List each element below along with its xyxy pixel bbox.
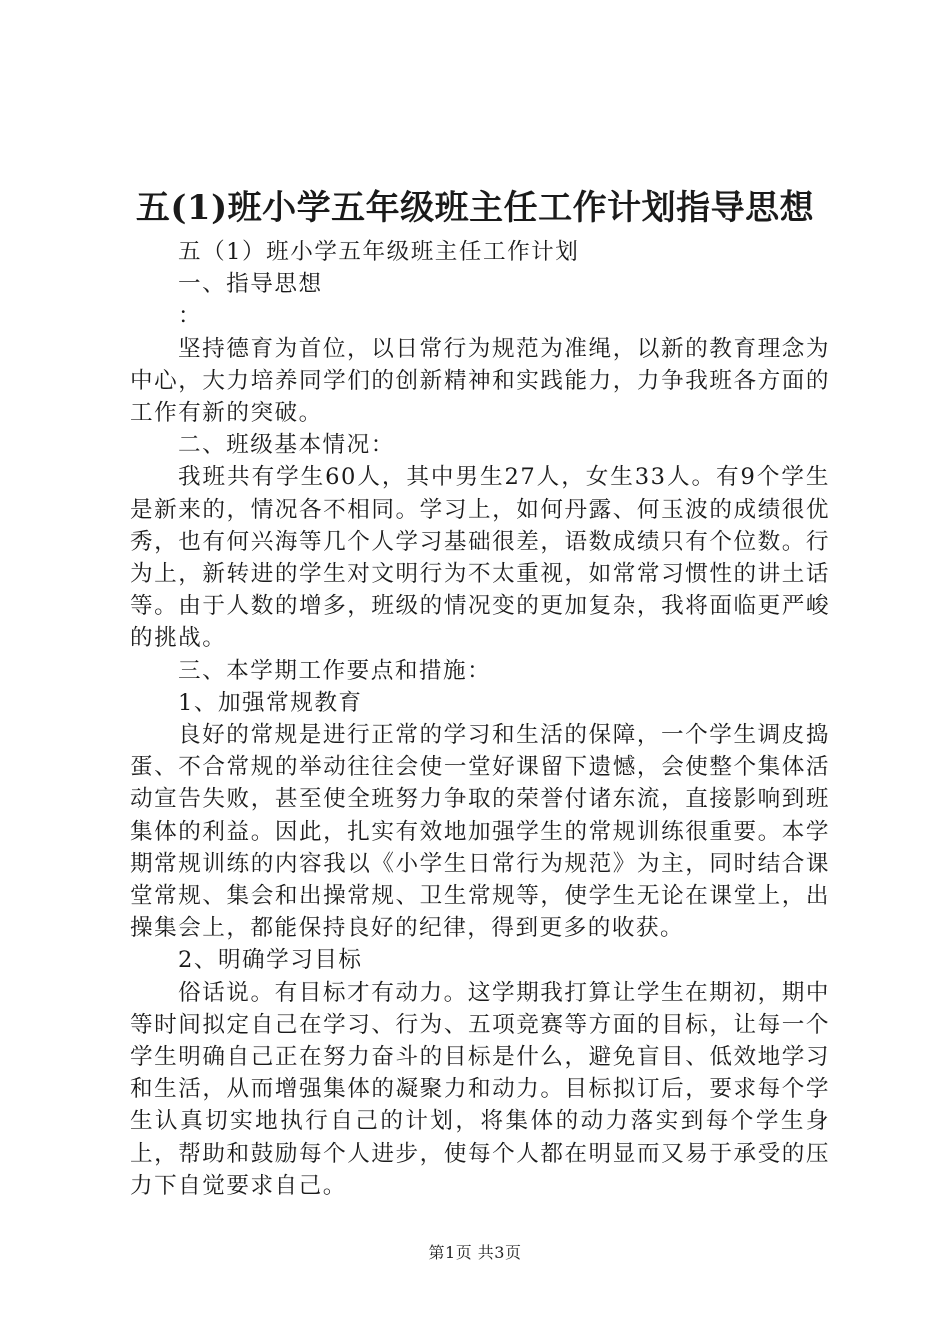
- page-number-footer: 第1页 共3页: [428, 1243, 522, 1262]
- paragraph-class-info: 我班共有学生60人，其中男生27人，女生33人。有9个学生是新来的，情况各不相同。学习上，如何丹露、何玉波的成绩很优秀，也有何兴海等几个人学习基础很差，语数成绩只有个位数。行为上，新转进的学生对文明行为不太重视，如常常习惯性的讲土话等。由于人数的增多，班级的情况变的更加复杂，我将面临更严峻的挑战。: [130, 464, 830, 652]
- paragraph-routine-education: 良好的常规是进行正常的学习和生活的保障，一个学生调皮捣蛋、不合常规的举动往往会使一堂好课留下遗憾，会使整个集体活动宣告失败，甚至使全班努力争取的荣誉付诸东流，直接影响到班集体的利益。因此，扎实有效地加强学生的常规训练很重要。本学期常规训练的内容我以《小学生日常行为规范》为主，同时结合课堂常规、集会和出操常规、卫生常规等，使学生无论在课堂上，出操集会上，都能保持良好的纪律，得到更多的收获。: [130, 722, 830, 942]
- subheading-learning-goals: 2、明确学习目标: [178, 947, 363, 974]
- paragraph-colon: ：: [178, 303, 203, 330]
- document-body: [130, 236, 830, 1202]
- subheading-routine-education: 1、加强常规教育: [178, 689, 363, 716]
- paragraph-subtitle: 五（1）班小学五年级班主任工作计划: [178, 239, 580, 265]
- paragraph-guiding-ideology: 坚持德育为首位，以日常行为规范为准绳，以新的教育理念为中心，大力培养同学们的创新精神和实践能力，力争我班各方面的工作有新的突破。: [130, 335, 830, 427]
- document-title: 五(1)班小学五年级班主任工作计划指导思想: [135, 188, 815, 228]
- section-heading-guiding-ideology: 一、指导思想: [178, 271, 323, 298]
- paragraph-learning-goals: 俗话说。有目标才有动力。这学期我打算让学生在期初，期中等时间拟定自己在学习、行为、五项竞赛等方面的目标，让每一个学生明确自己正在努力奋斗的目标是什么，避免盲目、低效地学习和生活，从而增强集体的凝聚力和动力。目标拟订后，要求每个学生认真切实地执行自己的计划，将集体的动力落实到每个学生身上，帮助和鼓励每个人进步，使每个人都在明显而又易于承受的压力下自觉要求自己。: [130, 979, 830, 1199]
- section-heading-measures: 三、本学期工作要点和措施：: [178, 657, 492, 684]
- section-heading-class-info: 二、班级基本情况：: [178, 432, 395, 459]
